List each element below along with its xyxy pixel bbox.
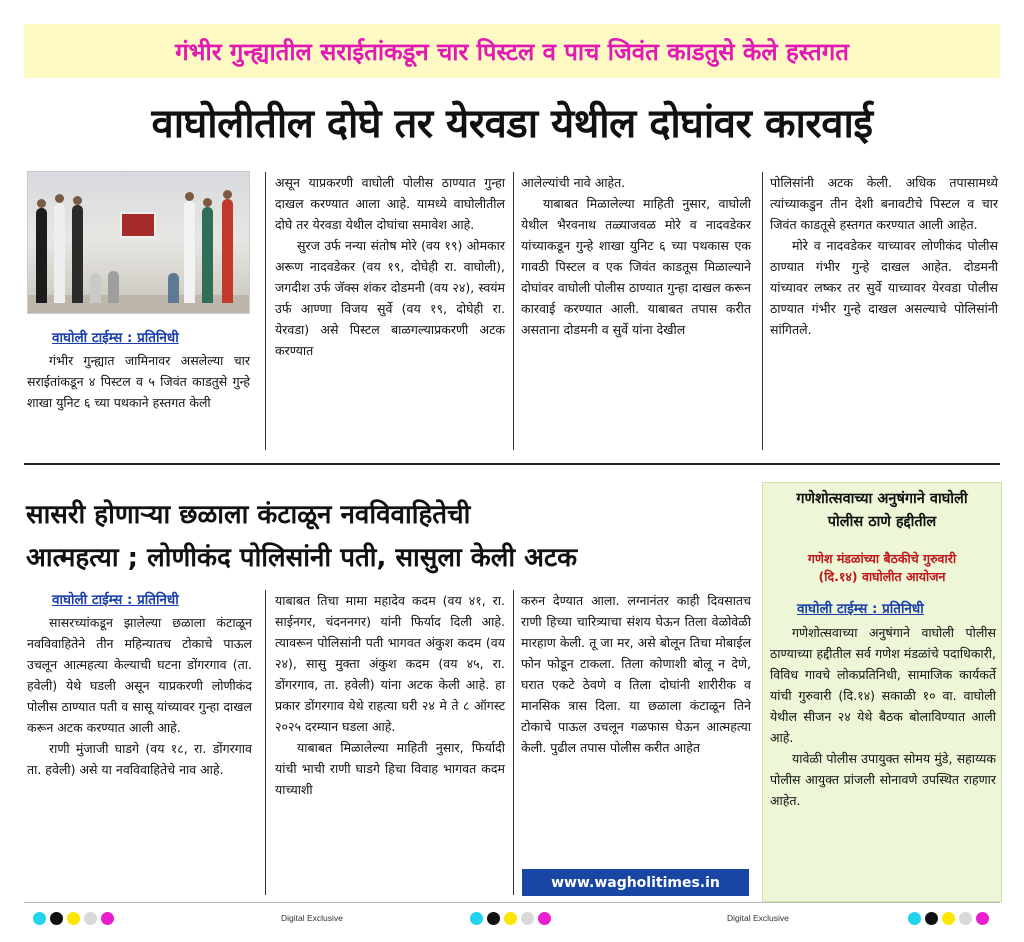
story1-column-1 <box>27 350 250 413</box>
story1-col2-para: असून याप्रकरणी वाघोली पोलीस ठाण्यात गुन्हा दाखल करण्यात आला आहे. यामध्ये वाघोलीतील दोघे तर येरवडा येथील दोघांचा समावेश आहे. <box>275 175 505 232</box>
story1-col1-para: गंभीर गुन्ह्यात जामिनावर असलेल्या चार सराईतांकडून ४ पिस्टल व ५ जिवंत काडतुसे गुन्हे शाखा युनिट ६ च्या पथकाने हस्तगत केली <box>27 353 250 410</box>
sidebar-headline-line1: गणेशोत्सवाच्या अनुषंगाने वाघोली <box>796 491 968 507</box>
sidebar-subhead-line1: गणेश मंडळांच्या बैठकीचे गुरुवारी <box>807 551 957 566</box>
seized-items-table <box>120 212 156 238</box>
sidebar-subhead <box>770 550 994 586</box>
sidebar-byline: वाघोली टाईम्स : प्रतिनिधी <box>797 601 924 617</box>
kicker-banner <box>24 24 1000 78</box>
story2-headline-line2: आत्महत्या ; लोणीकंद पोलिसांनी पती, सासुला केली अटक <box>26 543 578 573</box>
registration-marks-right <box>908 912 989 925</box>
sidebar-headline <box>770 488 994 534</box>
story2-col3-para: करुन देण्यात आला. लग्नानंतर काही दिवसातच राणी हिच्या चारित्र्याचा संशय घेऊन तिला वेळोवेळी मारहाण केली. तू जा मर, असे बोलून तिचा मोबाईल फोन फोडून टाकला. तिला कोणाशी बोलू न देणे, घरात एकटे ठेवणे व तिला दोघांनी शारीरीक व मानसिक त्रास दिला. या छळाला कंटाळून तिने टोकाचे पाऊल उचलून गळफास घेऊन आत्महत्या केली. पुढील तपास पोलीस करीत आहेत <box>521 593 751 755</box>
story2-column-3 <box>521 590 751 758</box>
story2-col2-para: याबाबत तिचा मामा महादेव कदम (वय ४१, रा. साईनगर, चंदननगर) यांनी फिर्याद दिली आहे. त्यावरून पोलिसांनी पती भागवत अंकुश कदम (वय २४), सासु मुक्ता अंकुश कदम (वय ४५, रा. डोंगरगाव, ता. हवेली) यांना अटक केली आहे. हा प्रकार डोंगरगाव येथे राहत्या घरी २४ मे ते ८ ऑगस्ट २०२५ दरम्यान घडला आहे. <box>275 593 505 734</box>
story1-headline: वाघोलीतील दोघे तर येरवडा येथील दोघांवर कारवाई <box>151 101 873 147</box>
story1-col4-para: मोरे व नादवडेकर याच्यावर लोणीकंद पोलीस ठाण्यात गंभीर गुन्हे दाखल आहेत. दोडमनी यांच्यावर लष्कर तर सुर्वे याच्यावर येरवडा पोलीस ठाण्यात गंभीर गुन्हे दाखल असल्याचे पोलिसांनी सांगितले. <box>770 238 998 337</box>
sidebar-para: यावेळी पोलीस उपायुक्त सोमय मुंडे, सहाय्यक पोलीस आयुक्त प्रांजली सोनावणे उपस्थित राहणार आहेत. <box>770 751 996 808</box>
story2-byline: वाघोली टाईम्स : प्रतिनिधी <box>52 592 179 608</box>
story2-headline-line1: सासरी होणाऱ्या छळाला कंटाळून नवविवाहितेची <box>26 500 471 530</box>
story2-column-1 <box>27 612 252 780</box>
story1-column-2 <box>275 172 505 361</box>
sidebar-headline-line2: पोलीस ठाणे हद्दीतील <box>827 514 937 530</box>
story1-col3-para: आलेल्यांची नावे आहेत. <box>521 175 626 190</box>
kicker-text: गंभीर गुन्ह्यातील सराईतांकडून चार पिस्टल व पाच जिवंत काडतुसे केले हस्तगत <box>175 37 849 66</box>
registration-marks-center <box>470 912 551 925</box>
story1-column-3 <box>521 172 751 340</box>
registration-marks-left <box>33 912 114 925</box>
sidebar-para: गणेशोत्सवाच्या अनुषंगाने वाघोली पोलीस ठाण्याच्या हद्दीतील सर्व गणेश मंडळांचे पदाधिकारी, विविध गावचे लोकप्रतिनिधी, सामाजिक कार्यकर्ते यांची गुरुवारी (दि.१४) सकाळी १० वा. वाघोली येथील सीजन २४ येथे बैठक बोलाविण्यात आली आहे. <box>770 625 996 745</box>
story2-col1-para: सासरच्यांकडून झालेल्या छळाला कंटाळून नवविवाहितेने तीन महिन्यातच टोकाचे पाऊल उचलून आत्महत्या केल्याची घटना डोंगरगाव (ता. हवेली) येथे घडली असून याप्रकरणी लोणीकंद पोलीस ठाण्यात पती व सासू यांच्यावर गुन्हा दाखल करून अटक करण्यात आली आहे. <box>27 615 252 735</box>
section-divider <box>24 463 1000 465</box>
footer-label-right: Digital Exclusive <box>727 913 789 923</box>
story2-col1-para: राणी मुंजाजी घाडगे (वय १८, रा. डोंगरगाव ता. हवेली) असे या नवविवाहितेचे नाव आहे. <box>27 741 252 777</box>
website-url[interactable]: www.wagholitimes.in <box>522 869 749 896</box>
story1-col2-para: सुरज उर्फ नन्या संतोष मोरे (वय १९) ओमकार अरूण नादवडेकर (वय १९, दोघेही रा. वाघोली), जगदीश उर्फ जॅक्स शंकर दोडमनी (वय २४), स्वयंम उर्फ आण्णा विजय सुर्वे (वय १९, दोघेही रा. येरवडा) असे पिस्टल बाळगल्याप्रकरणी अटक करण्यात <box>275 238 505 358</box>
story2-headline <box>26 494 756 580</box>
story1-col4-para: पोलिसांनी अटक केली. अधिक तपासामध्ये त्यांच्याकडुन तीन देशी बनावटीचे पिस्टल व चार जिवंत काडतूसे हस्तगत करण्यात आली आहेत. <box>770 175 998 232</box>
sidebar-body <box>770 622 996 811</box>
story2-col2-para: याबाबत मिळालेल्या माहिती नुसार, फिर्यादी यांची भाची राणी घाडगे हिचा विवाह भागवत कदम याच्याशी <box>275 740 505 797</box>
news-photo <box>27 171 250 314</box>
story1-column-4 <box>770 172 998 340</box>
footer-label-left: Digital Exclusive <box>281 913 343 923</box>
sidebar-subhead-line2: (दि.१४) वाघोलीत आयोजन <box>818 569 946 584</box>
story1-col3-para: याबाबत मिळालेल्या माहिती नुसार, वाघोली येथील भैरवनाथ तळ्याजवळ मोरे व नादवडेकर यांच्याकडून गुन्हे शाखा युनिट ६ च्या पथकास एक गावठी पिस्टल व एक जिवंत काडतूस मिळाल्याने दोघांवर वाघोली पोलीस ठाण्यात गुन्हा दाखल करून कारवाई करण्यात आली. याबाबत तपास करीत असताना दोडमनी व सुर्वे यांना देखील <box>521 196 751 337</box>
footer-rule <box>24 902 1000 903</box>
story2-column-2 <box>275 590 505 800</box>
story1-byline: वाघोली टाईम्स : प्रतिनिधी <box>52 330 179 346</box>
